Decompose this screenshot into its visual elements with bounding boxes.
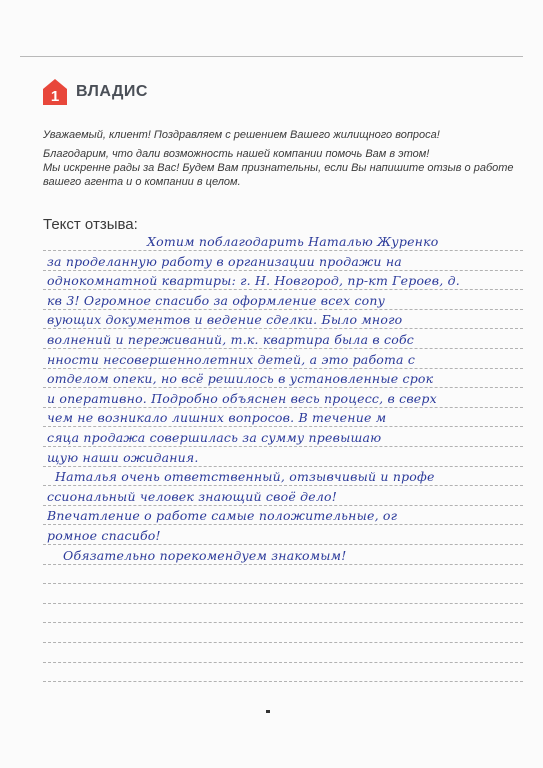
ruled-line xyxy=(43,642,523,643)
ruled-line xyxy=(43,622,523,623)
ruled-line xyxy=(43,446,523,447)
handwritten-line: сяца продажа совершилась за сумму превышаю xyxy=(47,430,382,445)
ruled-line xyxy=(43,387,523,388)
ruled-line xyxy=(43,544,523,545)
handwritten-line: волнений и переживаний, т.к. квартира была в собс xyxy=(47,332,415,347)
ruled-line xyxy=(43,250,523,251)
ruled-line xyxy=(43,368,523,369)
review-title: Текст отзыва: xyxy=(43,216,138,233)
handwritten-line: за проделанную работу в организации продажи на xyxy=(47,253,402,269)
ruled-line xyxy=(43,524,523,525)
ruled-line xyxy=(43,289,523,290)
handwritten-line: щую наши ожидания. xyxy=(47,449,199,465)
ruled-line xyxy=(43,603,523,604)
ruled-line xyxy=(43,328,523,329)
ruled-line xyxy=(43,485,523,486)
handwritten-line: кв 3! Огромное спасибо за оформление всех сопу xyxy=(47,292,386,308)
handwritten-line: однокомнатной квартиры: г. Н. Новгород, пр-кт Героев, д. xyxy=(47,273,460,289)
ruled-line xyxy=(43,309,523,310)
brand-name: ВЛАДИС xyxy=(76,83,148,100)
ruled-line xyxy=(43,407,523,408)
handwritten-line: Хотим поблагодарить Наталью Журенко xyxy=(147,234,439,249)
handwritten-line: Наталья очень ответственный, отзывчивый и профе xyxy=(55,469,435,485)
greeting-text: Уважаемый, клиент! Поздравляем с решением Вашего жилищного вопроса! xyxy=(43,129,440,141)
handwritten-line: Впечатление о работе самые положительные, ог xyxy=(47,508,398,524)
handwritten-line: ссиональный человек знающий своё дело! xyxy=(47,488,337,504)
handwritten-line: ромное спасибо! xyxy=(47,528,161,543)
handwritten-line: Обязательно порекомендуем знакомым! xyxy=(63,547,347,563)
handwritten-line: вующих документов и ведение сделки. Было много xyxy=(47,312,403,328)
ruled-line xyxy=(43,426,523,427)
thanks-text: Благодарим, что дали возможность нашей компании помочь Вам в этом! xyxy=(43,148,430,160)
ruled-line xyxy=(43,466,523,467)
request-text: Мы искренне рады за Вас! Будем Вам признательны, если Вы напишите отзыв о работе вашего агента и о компании в целом. xyxy=(43,162,514,188)
scan-mark xyxy=(266,710,270,713)
ruled-line xyxy=(43,348,523,349)
ruled-line xyxy=(43,681,523,682)
ruled-line xyxy=(43,564,523,565)
handwritten-line: и оперативно. Подробно объяснен весь процесс, в сверх xyxy=(47,390,437,406)
badge-digit: 1 xyxy=(50,88,60,105)
ruled-line xyxy=(43,505,523,506)
ruled-line xyxy=(43,662,523,663)
ruled-line xyxy=(43,270,523,271)
handwritten-line: чем не возникало лишних вопросов. В течение м xyxy=(47,410,387,426)
ruled-line xyxy=(43,583,523,584)
handwritten-line: нности несовершеннолетних детей, а это работа с xyxy=(47,351,416,367)
handwritten-line: отделом опеки, но всё решилось в установленные срок xyxy=(47,371,434,387)
